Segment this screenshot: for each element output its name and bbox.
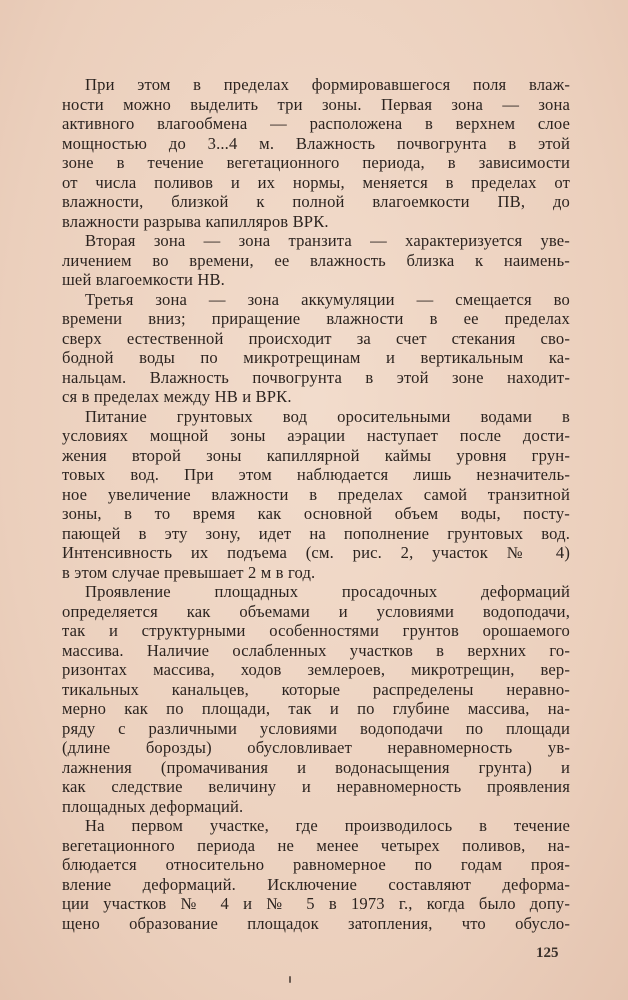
text-line: ности можно выделить три зоны. Первая зона — зона	[62, 94, 570, 114]
text-line: товых вод. При этом наблюдается лишь незначитель-	[62, 465, 570, 484]
text-line: сверх естественной происходит за счет стекания сво-	[62, 328, 570, 348]
page-number: 125	[536, 945, 559, 961]
text-line: времени вниз; приращение влажности в ее пределах	[62, 309, 570, 328]
text-line: ное увеличение влажности в пределах самой транзитной	[62, 484, 570, 504]
text-line: Интенсивность их подъема (см. рис. 2, участок № 4)	[62, 543, 570, 562]
text-line: как следствие величину и неравномерность проявления	[62, 777, 570, 796]
text-line: ризонтах массива, ходов землероев, микротрещин, вер-	[62, 660, 570, 679]
text-line: ряду с различными условиями водоподачи по площади	[62, 718, 570, 738]
text-line: площадных деформаций.	[62, 796, 244, 816]
text-line: блюдается относительно равномерное по годам проя-	[62, 855, 570, 874]
text-line: активного влагообмена — расположена в верхнем слое	[62, 114, 570, 133]
paragraph-3	[62, 290, 570, 407]
text-line: жения второй зоны капиллярной каймы уровня грун-	[62, 445, 570, 465]
text-line: Вторая зона — зона транзита — характеризуется уве-	[85, 231, 570, 250]
text-line: При этом в пределах формировавшегося поля влаж-	[85, 75, 570, 94]
body-text	[62, 75, 570, 933]
text-line: в этом случае превышает 2 м в год.	[62, 562, 316, 582]
text-line: ся в пределах между НВ и ВРК.	[62, 387, 292, 406]
text-line: бодной воды по микротрещинам и вертикальным ка-	[62, 348, 570, 367]
text-line: тикальных канальцев, которые распределены неравно-	[62, 679, 570, 699]
text-line: личением во времени, ее влажность близка к наимень-	[62, 250, 570, 270]
text-line: массива. Наличие ослабленных участков в верхних го-	[62, 640, 570, 660]
paragraph-6	[62, 816, 570, 933]
text-line: (длине борозды) обусловливает неравномерность ув-	[62, 738, 570, 757]
text-line: На первом участке, где производилось в течение	[85, 816, 570, 835]
text-line: так и структурными особенностями грунтов орошаемого	[62, 621, 570, 640]
paragraph-5	[62, 582, 570, 816]
print-speck	[289, 976, 291, 983]
text-line: Питание грунтовых вод оросительными водами в	[85, 406, 570, 426]
text-line: Проявление площадных просадочных деформаций	[85, 582, 570, 601]
text-line: условиях мощной зоны аэрации наступает после дости-	[62, 426, 570, 445]
text-line: пающей в эту зону, идет на пополнение грунтовых вод.	[62, 523, 570, 543]
text-line: влажности разрыва капилляров ВРК.	[62, 211, 329, 231]
text-line: лажнения (промачивания и водонасыщения грунта) и	[62, 757, 570, 777]
text-line: ции участков № 4 и № 5 в 1973 г., когда было допу-	[62, 894, 570, 913]
text-line: щено образование площадок затопления, что обусло-	[62, 913, 570, 933]
text-line: от числа поливов и их нормы, меняется в пределах от	[62, 172, 570, 192]
text-line: Третья зона — зона аккумуляции — смещается во	[85, 289, 570, 309]
paragraph-2	[62, 231, 570, 290]
text-line: влажности, близкой к полной влагоемкости ПВ, до	[62, 192, 570, 211]
text-line: зоны, в то время как основной объем воды, посту-	[62, 504, 570, 523]
text-line: вегетационного периода не менее четырех поливов, на-	[62, 835, 570, 855]
text-line: мощностью до 3...4 м. Влажность почвогрунта в этой	[62, 133, 570, 153]
text-line: нальцам. Влажность почвогрунта в этой зоне находит-	[62, 367, 570, 387]
text-line: шей влагоемкости НВ.	[62, 270, 225, 289]
text-line: зоне в течение вегетационного периода, в зависимости	[62, 153, 570, 172]
text-line: определяется как объемами и условиями водоподачи,	[62, 601, 570, 621]
text-line: вление деформаций. Исключение составляют деформа-	[62, 874, 570, 894]
paragraph-4	[62, 407, 570, 583]
text-line: мерно как по площади, так и по глубине массива, на-	[62, 699, 570, 718]
paragraph-1	[62, 75, 570, 231]
